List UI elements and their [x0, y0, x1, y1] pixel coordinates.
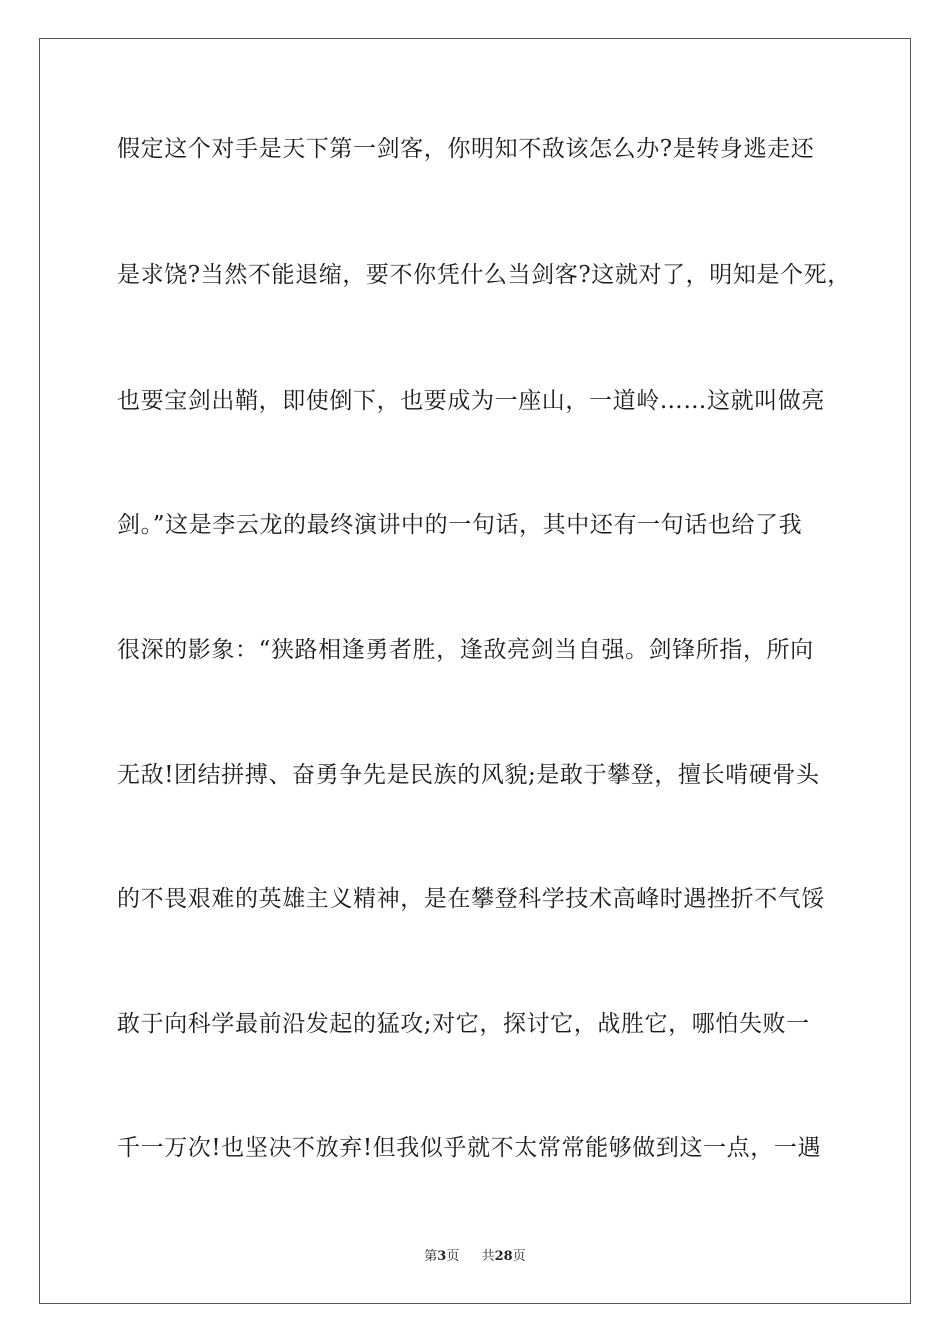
total-pages: 28: [494, 1249, 513, 1264]
text-line-3: 也要宝剑出鞘，即使倒下，也要成为一座山，一道岭……这就叫做亮: [117, 388, 825, 414]
text-line-2: 是求饶?当然不能退缩，要不你凭什么当剑客?这就对了，明知是个死，: [117, 262, 851, 288]
page-number: 3: [437, 1249, 447, 1264]
text-line-8: 敢于向科学最前沿发起的猛攻;对它，探讨它，战胜它，哪怕失败一: [117, 1011, 810, 1037]
text-line-9: 千一万次!也坚决不放弃!但我似乎就不太常常能够做到这一点，一遇: [117, 1135, 822, 1161]
text-line-1: 假定这个对手是天下第一剑客，你明知不敌该怎么办?是转身逃走还: [117, 136, 815, 162]
total-label-prefix: 共: [481, 1249, 495, 1264]
page-border: [39, 38, 911, 1304]
page-label-prefix: 第: [424, 1249, 438, 1264]
text-line-7: 的不畏艰难的英雄主义精神，是在攀登科学技术高峰时遇挫折不气馁: [117, 886, 825, 912]
total-label-suffix: 页: [512, 1249, 526, 1264]
text-line-6: 无敌!团结拼搏、奋勇争先是民族的风貌;是敢于攀登，擅长啃硬骨头: [117, 762, 820, 788]
page-label-suffix: 页: [446, 1249, 460, 1264]
page-footer: [0, 1248, 950, 1266]
text-line-5: 很深的影象：“狭路相逢勇者胜，逢敌亮剑当自强。剑锋所指，所向: [117, 637, 814, 663]
text-line-4: 剑。”这是李云龙的最终演讲中的一句话，其中还有一句话也给了我: [117, 512, 803, 538]
